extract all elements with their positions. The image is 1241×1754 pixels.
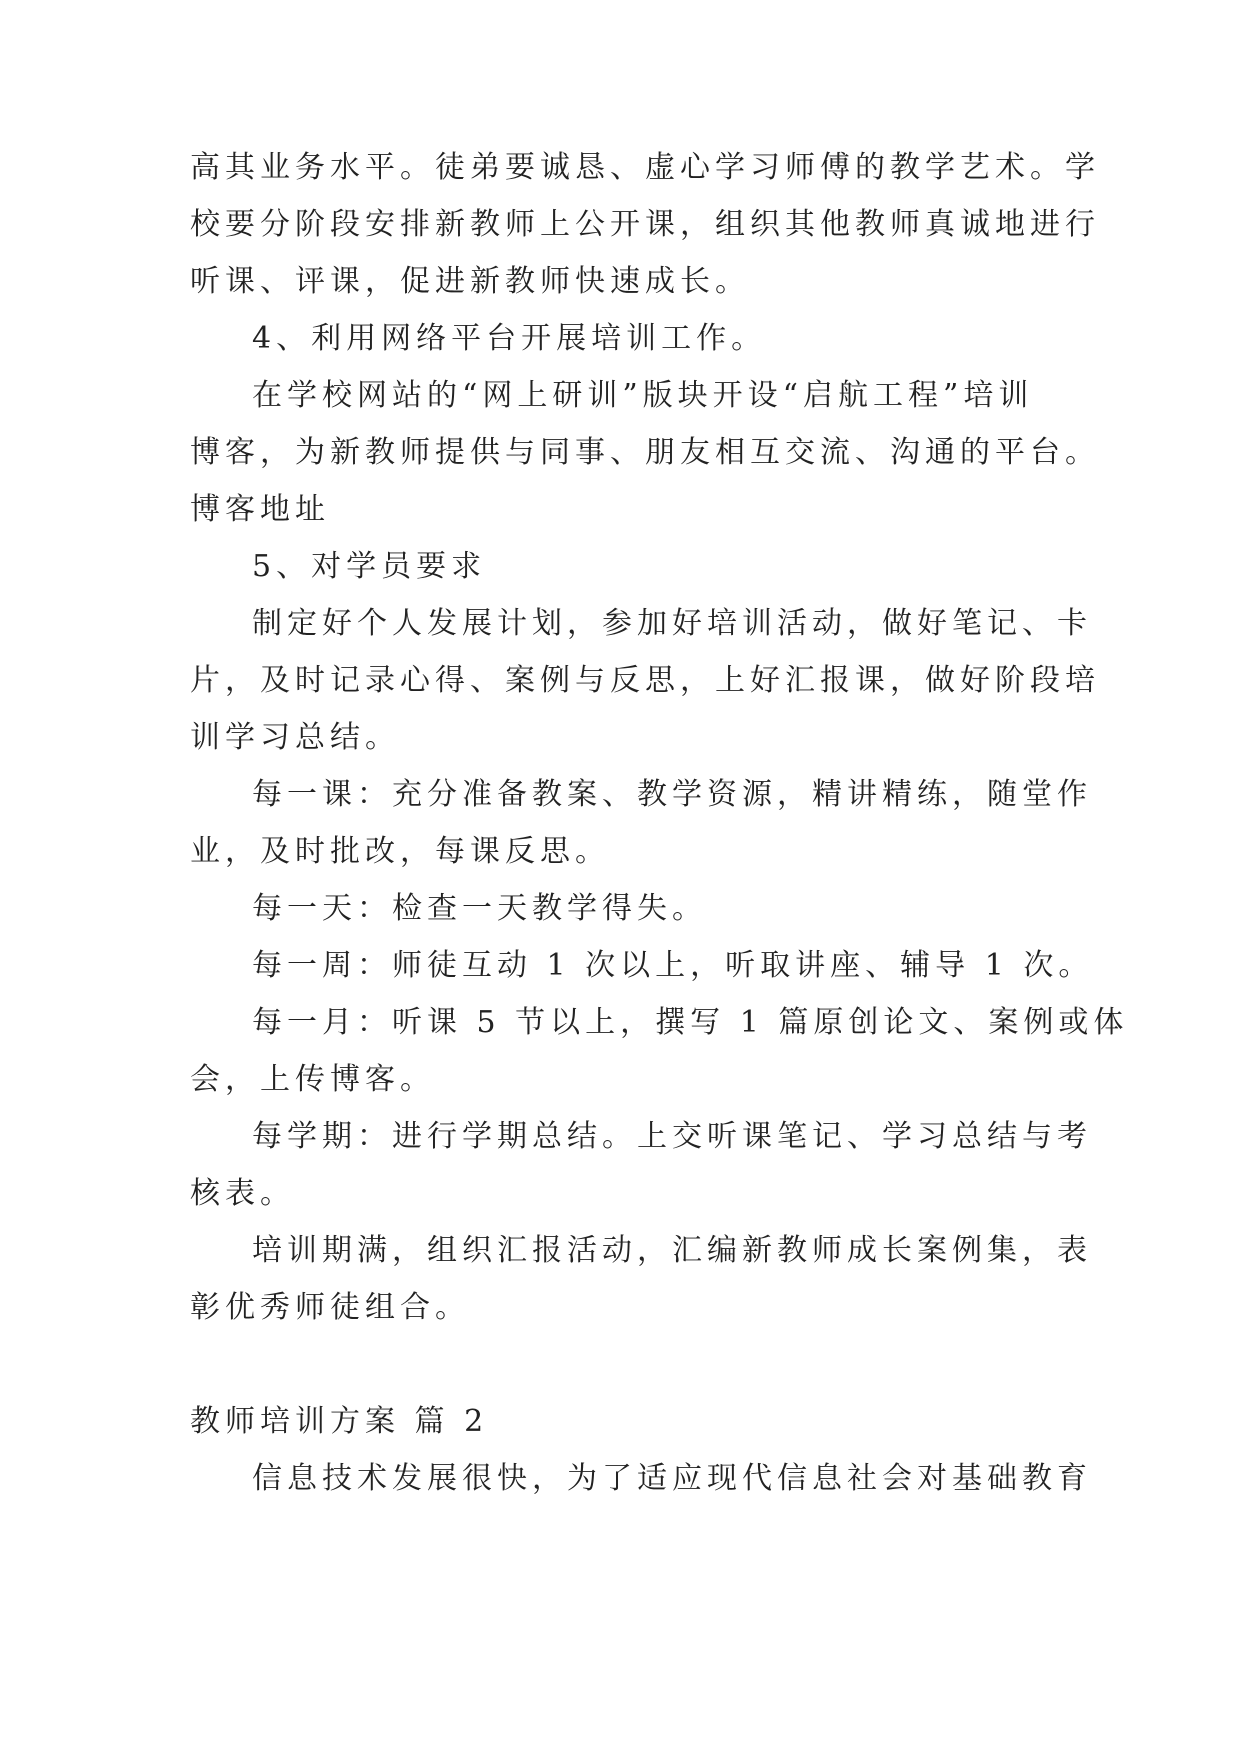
body-text-line: 每一月：听课 5 节以上，撰写 1 篇原创论文、案例或体 xyxy=(252,1005,1129,1040)
body-text-line: 会，上传博客。 xyxy=(190,1062,435,1097)
section-heading: 4、利用网络平台开展培训工作。 xyxy=(252,321,767,356)
body-text-line: 片，及时记录心得、案例与反思，上好汇报课，做好阶段培 xyxy=(190,663,1100,698)
body-text-line: 博客，为新教师提供与同事、朋友相互交流、沟通的平台。 xyxy=(190,435,1100,470)
article-title: 教师培训方案 篇 2 xyxy=(190,1404,489,1439)
body-text-line: 校要分阶段安排新教师上公开课，组织其他教师真诚地进行 xyxy=(190,207,1100,242)
body-text-line: 听课、评课，促进新教师快速成长。 xyxy=(190,264,750,299)
body-text-line: 每一天：检查一天教学得失。 xyxy=(252,891,707,926)
body-text-line: 每一周：师徒互动 1 次以上，听取讲座、辅导 1 次。 xyxy=(252,948,1094,983)
body-text-line: 博客地址 xyxy=(190,492,330,527)
body-text-line: 训学习总结。 xyxy=(190,720,400,755)
body-text-line: 彰优秀师徒组合。 xyxy=(190,1290,470,1325)
body-text-line: 在学校网站的“网上研训”版块开设“启航工程”培训 xyxy=(252,378,1034,413)
body-text-line: 高其业务水平。徒弟要诚恳、虚心学习师傅的教学艺术。学 xyxy=(190,150,1100,185)
body-text-line: 信息技术发展很快，为了适应现代信息社会对基础教育 xyxy=(252,1461,1092,1496)
body-text-line: 业，及时批改，每课反思。 xyxy=(190,834,610,869)
section-heading: 5、对学员要求 xyxy=(252,549,487,584)
body-text-line: 培训期满，组织汇报活动，汇编新教师成长案例集，表 xyxy=(252,1233,1092,1268)
body-text-line: 制定好个人发展计划，参加好培训活动，做好笔记、卡 xyxy=(252,606,1092,641)
body-text-line: 每学期：进行学期总结。上交听课笔记、学习总结与考 xyxy=(252,1119,1092,1154)
body-text-line: 每一课：充分准备教案、教学资源，精讲精练，随堂作 xyxy=(252,777,1092,812)
body-text-line: 核表。 xyxy=(190,1176,295,1211)
